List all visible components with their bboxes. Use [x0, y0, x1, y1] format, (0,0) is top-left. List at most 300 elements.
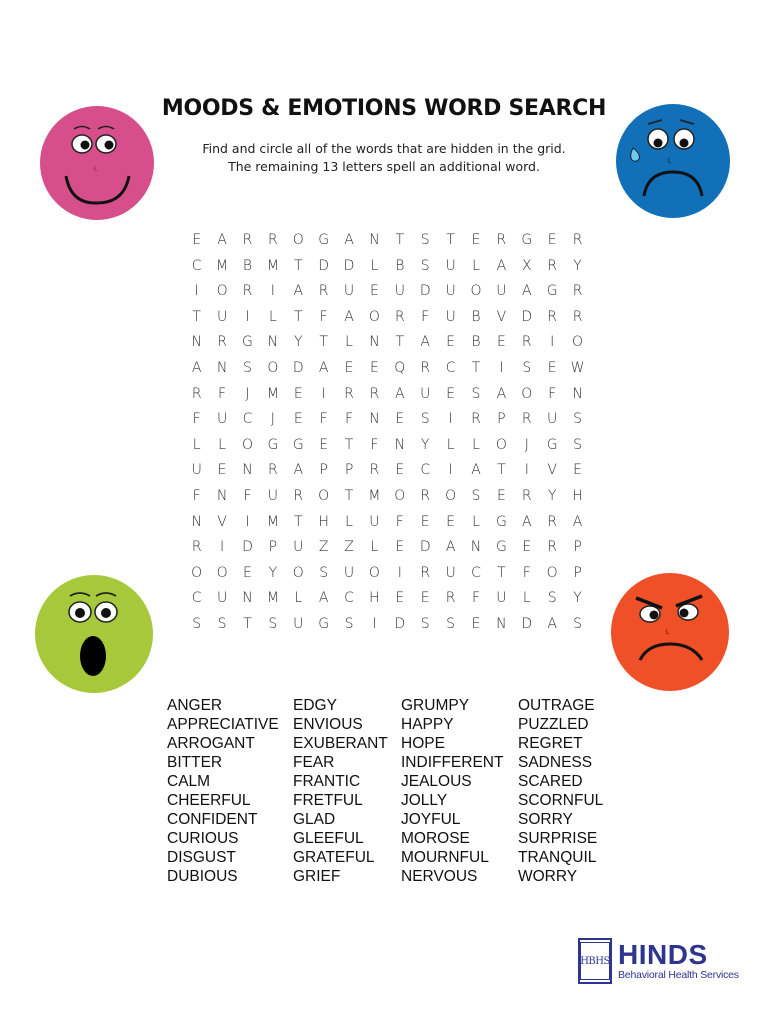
grid-letter: S	[471, 487, 481, 504]
word-list-item: FRANTIC	[293, 773, 361, 790]
grid-letter: E	[471, 232, 481, 248]
grid-letter: E	[446, 334, 456, 351]
grid-letter: X	[521, 257, 532, 274]
word-list-item: ENVIOUS	[293, 716, 363, 733]
word-list-item: JEALOUS	[401, 773, 472, 790]
grid-letter: F	[395, 513, 404, 530]
grid-letter: A	[521, 283, 532, 300]
grid-letter: T	[395, 232, 405, 248]
grid-letter: H	[572, 487, 583, 504]
grid-letter: N	[572, 385, 583, 402]
grid-letter: O	[521, 385, 533, 402]
grid-letter: O	[292, 564, 304, 581]
grid-letter: F	[192, 411, 201, 428]
grid-letter: I	[321, 385, 326, 402]
grid-letter: R	[420, 359, 431, 376]
grid-letter: A	[572, 513, 583, 530]
grid-letter: T	[243, 615, 252, 632]
grid-letter: F	[548, 385, 557, 402]
grid-letter: R	[445, 590, 456, 607]
grid-letter: A	[293, 462, 304, 479]
grid-letter: O	[495, 436, 507, 453]
grid-letter: F	[421, 308, 430, 325]
word-list-item: MOROSE	[401, 830, 470, 847]
grid-letter: A	[318, 590, 329, 607]
grid-letter: M	[368, 487, 381, 504]
grid-letter: R	[547, 308, 558, 325]
grid-letter: T	[344, 436, 354, 453]
grid-letter: U	[445, 308, 456, 325]
grid-letter: E	[522, 539, 532, 556]
grid-letter: U	[496, 590, 507, 607]
grid-letter: B	[471, 308, 481, 325]
grid-letter: O	[445, 487, 457, 504]
grid-letter: D	[242, 539, 253, 556]
grid-letter: D	[292, 359, 304, 376]
grid-letter: G	[318, 232, 330, 248]
grid-letter: F	[522, 564, 531, 581]
grid-letter: R	[318, 283, 329, 300]
instruction-line-1: Find and circle all of the words that are hidden in the grid.	[202, 141, 566, 156]
grid-letter: R	[572, 232, 583, 248]
grid-letter: P	[344, 462, 354, 479]
grid-letter: L	[218, 436, 226, 453]
word-list-item: ARROGANT	[167, 735, 255, 752]
word-list-item: REGRET	[518, 735, 583, 752]
grid-letter: U	[191, 462, 202, 479]
grid-letter: L	[472, 513, 480, 530]
grid-letter: P	[268, 539, 278, 556]
grid-letter: R	[369, 462, 380, 479]
grid-letter: N	[216, 359, 228, 376]
grid-letter: A	[420, 334, 430, 351]
grid-letter: H	[369, 590, 380, 607]
grid-letter: L	[370, 257, 379, 274]
grid-letter: D	[343, 257, 355, 274]
grid-letter: E	[471, 615, 481, 632]
word-list-item: PUZZLED	[518, 716, 589, 733]
grid-letter: R	[217, 334, 227, 351]
grid-letter: D	[419, 539, 431, 556]
grid-letter: I	[372, 615, 377, 632]
grid-letter: A	[395, 385, 405, 402]
grid-letter: T	[344, 487, 354, 504]
word-list-item: INDIFFERENT	[401, 754, 504, 771]
grid-letter: R	[572, 308, 583, 325]
grid-letter: C	[471, 564, 481, 581]
grid-letter: F	[192, 487, 201, 504]
grid-letter: B	[242, 257, 253, 274]
word-list-column-4	[518, 696, 603, 886]
surprised-face-icon	[34, 574, 154, 694]
grid-letter: U	[216, 590, 228, 607]
grid-letter: A	[217, 232, 227, 248]
grid-letter: R	[191, 385, 202, 402]
grid-letter: L	[446, 436, 455, 453]
grid-letter: L	[472, 257, 480, 274]
grid-letter: C	[191, 257, 202, 274]
grid-letter: S	[217, 615, 227, 632]
grid-letter: S	[243, 359, 252, 376]
grid-letter: J	[245, 385, 250, 402]
grid-letter: G	[242, 334, 253, 351]
grid-letter: L	[294, 590, 303, 607]
word-list-item: GRUMPY	[401, 697, 470, 714]
grid-letter: E	[370, 283, 379, 300]
grid-letter: R	[191, 539, 202, 556]
grid-letter: Y	[573, 257, 582, 274]
grid-letter: E	[395, 539, 405, 556]
word-list-item: HAPPY	[401, 716, 454, 733]
happy-face-icon	[38, 104, 156, 222]
grid-letter: O	[394, 487, 406, 504]
grid-letter: G	[495, 539, 507, 556]
grid-letter: A	[318, 359, 329, 376]
grid-letter: E	[446, 385, 456, 402]
grid-letter: T	[293, 257, 303, 274]
grid-letter: U	[496, 283, 507, 300]
grid-letter: T	[395, 334, 405, 351]
word-list-item: WORRY	[518, 868, 578, 885]
grid-letter: F	[319, 411, 328, 428]
grid-letter: D	[394, 615, 406, 632]
grid-letter: L	[192, 436, 201, 453]
grid-letter: N	[242, 590, 253, 607]
word-list-column-2	[293, 696, 388, 886]
grid-letter: S	[446, 615, 456, 632]
grid-letter: T	[293, 513, 303, 530]
grid-letter: M	[266, 385, 279, 402]
grid-letter: R	[521, 334, 532, 351]
grid-letter: T	[497, 462, 506, 479]
grid-letter: L	[268, 308, 277, 325]
grid-letter: E	[192, 232, 202, 248]
grid-letter: R	[572, 283, 583, 300]
grid-letter: F	[370, 436, 379, 453]
word-list-item: OUTRAGE	[518, 697, 595, 714]
grid-letter: F	[319, 308, 328, 325]
grid-letter: E	[395, 411, 405, 428]
grid-letter: V	[547, 462, 557, 479]
grid-letter: S	[268, 615, 278, 632]
grid-letter: I	[448, 411, 453, 428]
grid-letter: A	[471, 462, 481, 479]
word-list-item: EDGY	[293, 697, 337, 714]
grid-letter: O	[318, 487, 330, 504]
grid-letter: C	[445, 359, 456, 376]
grid-letter: E	[293, 411, 303, 428]
grid-letter: R	[547, 539, 558, 556]
instructions	[150, 140, 618, 176]
page-title: MOODS & EMOTIONS WORD SEARCH	[161, 96, 607, 121]
grid-letter: R	[521, 411, 532, 428]
grid-letter: T	[192, 308, 201, 325]
grid-letter: I	[245, 308, 250, 325]
grid-letter: T	[446, 232, 455, 248]
word-list-item: CHEERFUL	[167, 792, 251, 809]
grid-letter: F	[471, 590, 481, 607]
word-search-grid	[184, 228, 590, 638]
word-list-item: DISGUST	[167, 849, 236, 866]
grid-letter: R	[369, 385, 380, 402]
logo-name: HINDS	[618, 939, 708, 970]
grid-letter: E	[420, 590, 430, 607]
grid-letter: J	[270, 411, 275, 428]
grid-letter: N	[394, 436, 406, 453]
grid-letter: R	[521, 487, 532, 504]
word-list-item: FEAR	[293, 754, 335, 771]
word-list-item: GLEEFUL	[293, 830, 364, 847]
grid-letter: S	[319, 564, 329, 581]
grid-letter: R	[268, 462, 278, 479]
grid-letter: R	[293, 487, 304, 504]
grid-letter: U	[267, 487, 278, 504]
grid-letter: I	[550, 334, 555, 351]
grid-letter: E	[293, 385, 303, 402]
grid-letter: B	[395, 257, 405, 274]
word-list-item: CONFIDENT	[167, 811, 258, 828]
grid-letter: I	[499, 359, 504, 376]
grid-letter: G	[292, 436, 304, 453]
grid-letter: A	[445, 539, 456, 556]
grid-letter: L	[345, 334, 353, 351]
grid-letter: N	[496, 615, 507, 632]
grid-letter: U	[445, 283, 456, 300]
grid-letter: E	[573, 462, 582, 479]
grid-letter: H	[318, 513, 329, 530]
grid-letter: S	[420, 615, 430, 632]
grid-letter: O	[546, 564, 558, 581]
grid-letter: I	[448, 462, 453, 479]
word-list-item: EXUBERANT	[293, 735, 388, 752]
sad-crying-face-icon	[614, 102, 732, 220]
grid-letter: I	[220, 539, 225, 556]
grid-letter: E	[547, 359, 557, 376]
grid-letter: W	[570, 359, 585, 376]
grid-letter: O	[292, 232, 304, 248]
grid-letter: R	[496, 232, 507, 248]
grid-letter: N	[369, 232, 380, 248]
grid-letter: O	[191, 564, 203, 581]
word-list-item: SCARED	[518, 773, 583, 790]
grid-letter: R	[547, 257, 558, 274]
grid-letter: D	[521, 615, 533, 632]
grid-letter: Y	[420, 436, 430, 453]
grid-letter: Q	[394, 359, 406, 376]
grid-letter: E	[217, 462, 227, 479]
grid-letter: U	[343, 564, 355, 581]
grid-letter: N	[267, 334, 279, 351]
grid-letter: S	[192, 615, 202, 632]
grid-letter: U	[394, 283, 405, 300]
hinds-logo	[578, 936, 739, 986]
grid-letter: O	[470, 283, 482, 300]
grid-letter: Z	[344, 539, 354, 556]
grid-letter: V	[496, 308, 507, 325]
grid-letter: E	[243, 564, 252, 581]
grid-letter: I	[397, 564, 402, 581]
grid-letter: U	[216, 308, 228, 325]
grid-letter: G	[546, 436, 558, 453]
word-list-column-3	[401, 696, 503, 886]
grid-letter: M	[266, 257, 279, 274]
word-list-item: SURPRISE	[518, 830, 598, 847]
grid-letter: S	[573, 615, 582, 632]
word-list-item: CURIOUS	[167, 830, 239, 847]
grid-letter: R	[547, 513, 558, 530]
grid-letter: A	[344, 232, 354, 248]
grid-letter: R	[242, 232, 253, 248]
grid-letter: N	[242, 462, 253, 479]
word-list-item: APPRECIATIVE	[167, 716, 279, 733]
grid-letter: A	[521, 513, 532, 530]
grid-letter: R	[394, 308, 405, 325]
grid-letter: S	[420, 257, 430, 274]
grid-letter: A	[191, 359, 202, 376]
grid-letter: O	[216, 283, 228, 300]
grid-letter: T	[471, 359, 481, 376]
grid-letter: Y	[293, 334, 303, 351]
grid-letter: R	[420, 487, 431, 504]
grid-letter: O	[241, 436, 253, 453]
grid-letter: G	[521, 232, 533, 248]
grid-letter: S	[420, 411, 430, 428]
word-list-item: NERVOUS	[401, 868, 478, 885]
grid-letter: O	[368, 308, 380, 325]
grid-letter: S	[573, 436, 582, 453]
word-list-item: GRIEF	[293, 868, 341, 885]
grid-letter: N	[369, 334, 380, 351]
word-list-item: TRANQUIL	[518, 849, 597, 866]
grid-letter: Y	[268, 564, 278, 581]
logo-badge	[578, 938, 612, 984]
grid-letter: E	[395, 462, 405, 479]
word-list-item: GRATEFUL	[293, 849, 375, 866]
grid-letter: Y	[573, 590, 582, 607]
grid-letter: E	[395, 590, 405, 607]
grid-letter: B	[471, 334, 481, 351]
grid-letter: G	[495, 513, 507, 530]
grid-letter: A	[496, 257, 507, 274]
grid-letter: S	[547, 590, 557, 607]
word-list-item: SCORNFUL	[518, 792, 604, 809]
word-list-item: CALM	[167, 773, 211, 790]
word-list-item: JOLLY	[401, 792, 448, 809]
word-list-item: GLAD	[293, 811, 336, 828]
grid-letter: R	[242, 283, 253, 300]
grid-letter: N	[216, 487, 228, 504]
grid-letter: E	[344, 359, 354, 376]
logo-badge-text: HBHS	[580, 942, 610, 980]
angry-face-icon	[610, 572, 730, 692]
grid-letter: A	[496, 385, 507, 402]
grid-letter: R	[471, 411, 481, 428]
grid-letter: N	[191, 334, 202, 351]
grid-letter: E	[446, 513, 456, 530]
word-list-item: FRETFUL	[293, 792, 363, 809]
logo-subtitle: Behavioral Health Services	[618, 969, 739, 981]
grid-letter: V	[217, 513, 227, 530]
grid-letter: I	[245, 513, 250, 530]
grid-letter: T	[293, 308, 303, 325]
grid-letter: A	[293, 283, 304, 300]
grid-letter: L	[345, 513, 353, 530]
grid-letter: I	[270, 283, 275, 300]
grid-letter: R	[268, 232, 278, 248]
grid-letter: I	[524, 462, 529, 479]
grid-letter: G	[318, 615, 330, 632]
grid-letter: P	[497, 411, 506, 428]
word-list-item: BITTER	[167, 754, 223, 771]
grid-letter: N	[191, 513, 202, 530]
grid-letter: U	[369, 513, 380, 530]
grid-letter: Z	[318, 539, 329, 556]
grid-letter: R	[344, 385, 354, 402]
grid-letter: E	[420, 513, 430, 530]
grid-letter: M	[266, 513, 279, 530]
grid-letter: L	[522, 590, 531, 607]
grid-letter: Y	[547, 487, 557, 504]
grid-letter: S	[420, 232, 430, 248]
word-list-item: JOYFUL	[401, 811, 461, 828]
grid-letter: U	[293, 539, 304, 556]
grid-letter: E	[547, 232, 557, 248]
grid-letter: L	[370, 539, 379, 556]
grid-letter: M	[266, 590, 279, 607]
word-list-item: SORRY	[518, 811, 573, 828]
grid-letter: F	[218, 385, 227, 402]
grid-letter: E	[496, 334, 506, 351]
grid-letter: U	[547, 411, 558, 428]
grid-letter: G	[546, 283, 558, 300]
word-list-item: HOPE	[401, 735, 445, 752]
grid-letter: S	[344, 615, 354, 632]
grid-letter: O	[267, 359, 279, 376]
grid-letter: F	[243, 487, 252, 504]
grid-letter: C	[191, 590, 202, 607]
grid-letter: C	[420, 462, 431, 479]
grid-letter: M	[216, 257, 229, 274]
grid-letter: D	[521, 308, 533, 325]
grid-letter: U	[445, 257, 456, 274]
grid-letter: U	[445, 564, 456, 581]
grid-letter: P	[319, 462, 328, 479]
grid-letter: G	[267, 436, 279, 453]
word-list-item: ANGER	[167, 697, 223, 714]
grid-letter: J	[524, 436, 529, 453]
instruction-line-2: The remaining 13 letters spell an additional word.	[228, 159, 540, 174]
grid-letter: E	[496, 487, 506, 504]
grid-letter: U	[216, 411, 228, 428]
grid-letter: F	[345, 411, 354, 428]
grid-letter: D	[419, 283, 431, 300]
word-list-item: SADNESS	[518, 754, 593, 771]
grid-letter: D	[318, 257, 330, 274]
grid-letter: U	[293, 615, 304, 632]
grid-letter: O	[368, 564, 380, 581]
grid-letter: N	[470, 539, 482, 556]
grid-letter: I	[194, 283, 199, 300]
grid-letter: P	[573, 564, 582, 581]
grid-letter: S	[471, 385, 481, 402]
grid-letter: U	[420, 385, 431, 402]
grid-letter: E	[319, 436, 329, 453]
grid-letter: A	[547, 615, 557, 632]
grid-letter: R	[420, 564, 431, 581]
grid-letter: T	[319, 334, 328, 351]
logo-text	[618, 941, 739, 981]
grid-letter: C	[242, 411, 253, 428]
